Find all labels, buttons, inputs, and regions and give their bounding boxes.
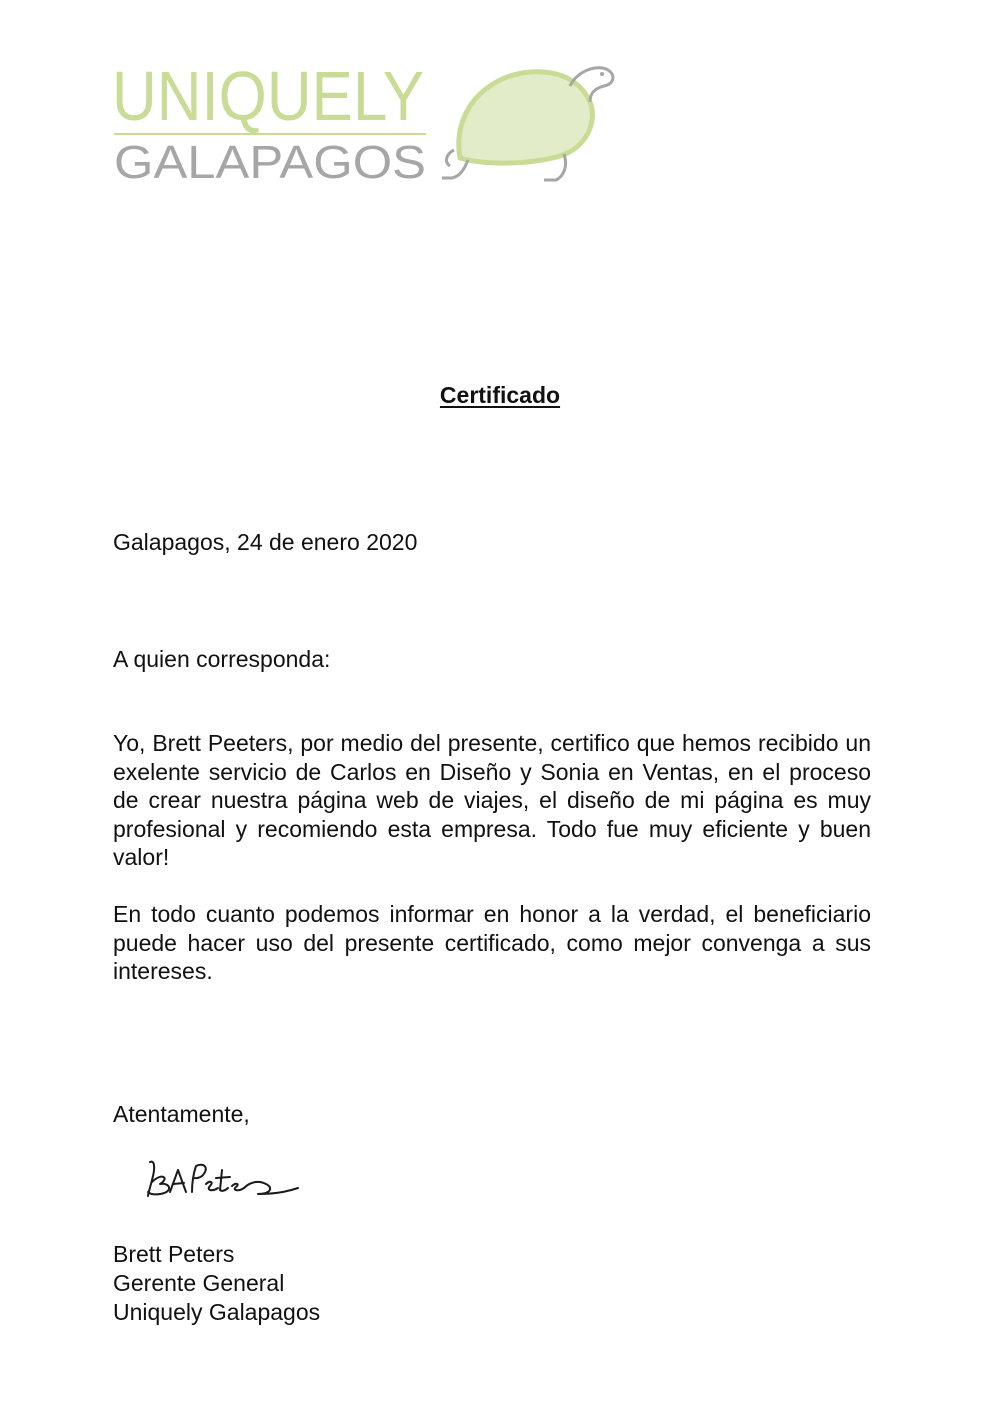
body-paragraph: En todo cuanto podemos informar en honor a la verdad, el beneficiario puede hacer uso del presente certificado, como mejor convenga a sus intereses. xyxy=(113,901,871,985)
company-logo xyxy=(112,58,622,193)
signer-company: Uniquely Galapagos xyxy=(113,1299,321,1325)
handwritten-signature xyxy=(140,1152,310,1212)
date-line: Galapagos, 24 de enero 2020 xyxy=(113,529,418,555)
body-paragraph: Yo, Brett Peeters, por medio del presente, certifico que hemos recibido un exelente servicio de Carlos en Diseño y Sonia en Ventas, en el proceso de crear nuestra página web de viajes, el diseño de mi página es muy profesional y recomiendo esta empresa. Todo fue muy eficiente y buen valor! xyxy=(113,730,871,871)
greeting: A quien corresponda: xyxy=(113,646,331,672)
tortoise-icon xyxy=(442,68,613,180)
closing: Atentamente, xyxy=(113,1101,250,1127)
signer-name: Brett Peters xyxy=(113,1241,235,1267)
logo-wordmark-uniquely: UNIQUELY xyxy=(112,58,424,135)
signer-role: Gerente General xyxy=(113,1270,285,1296)
document-title: Certificado xyxy=(439,382,561,408)
signer-block xyxy=(113,1240,320,1327)
logo-wordmark-galapagos: GALAPAGOS xyxy=(114,136,426,188)
